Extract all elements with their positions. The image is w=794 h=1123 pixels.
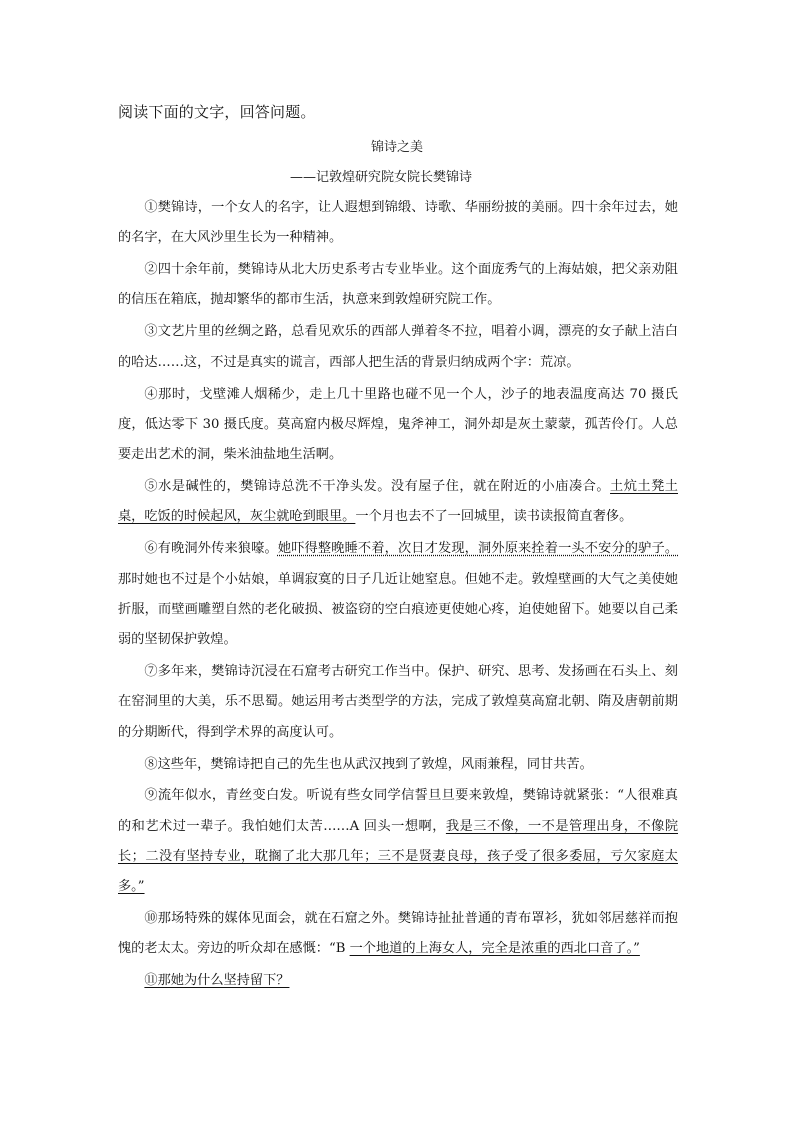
paragraph-6-text-end: 那时她也不过是个小姑娘，单调寂寞的日子几近让她窒息。但她不走。敦煌壁画的大气之美使她折服，而壁画雕塑自然的老化破损、被盗窃的空白痕迹更使她心疼，迫使她留下。她要以自己柔弱的坚韧保护敦煌。 [118,571,678,648]
paragraph-10-text: ⑩那场特殊的媒体见面会，就在石窟之外。樊锦诗扯扯普通的青布罩衫，犹如邻居慈祥而抱愧的老太太。旁边的听众却在感慨：“B [118,911,678,957]
paragraph-6-underlined: 她吓得整晚睡不着，次日才发现，洞外原来拴着一头不安分的驴子。 [277,541,679,557]
article-title: 锦诗之美 [370,140,423,155]
paragraph-4: ④那时，戈壁滩人烟稀少，走上几十里路也碰不见一个人，沙子的地表温度高达 70 摄氏度，低达零下 30 摄氏度。莫高窟内极尽辉煌，鬼斧神工，洞外却是灰土蒙蒙，孤苦伶仃。人总要走出艺术的洞，柴米油盐地生活啊。 [118,386,678,463]
paragraph-8: ⑧这些年，樊锦诗把自己的先生也从武汉拽到了敦煌，风雨兼程，同甘共苦。 [144,756,593,772]
paragraph-9 [118,781,678,902]
paragraph-6 [118,534,678,655]
article-body [118,193,678,998]
paragraph-2: ②四十余年前，樊锦诗从北大历史系考古专业毕业。这个面庞秀气的上海姑娘，把父亲劝阻的信压在箱底，抛却繁华的都市生活，执意来到敦煌研究院工作。 [118,262,678,308]
paragraph-5-text-end: 一个月也去不了一回城里，读书读报简直奢侈。 [355,509,633,525]
paragraph-9-text: ⑨流年似水，青丝变白发。听说有些女同学信誓旦旦要来敦煌，樊锦诗就紧张：“人很难真的和艺术过一辈子。我怕她们太苦……A 回头一想啊， [118,788,678,834]
paragraph-7: ⑦多年来，樊锦诗沉浸在石窟考古研究工作当中。保护、研究、思考、发扬画在石头上、刻在窑洞里的大美，乐不思蜀。她运用考古类型学的方法，完成了敦煌莫高窟北朝、隋及唐朝前期的分期断代，得到学术界的高度认可。 [118,664,678,740]
paragraph-10-underlined: 一个地道的上海女人，完全是浓重的西北口音了。” [349,941,640,957]
paragraph-10 [118,904,678,965]
question-intro: 阅读下面的文字，回答问题。 [118,103,316,121]
paragraph-5-text: ⑤水是碱性的，樊锦诗总洗不干净头发。没有屋子住，就在附近的小庙凑合。 [144,479,611,495]
paragraph-3: ③文艺片里的丝绸之路，总看见欢乐的西部人弹着冬不拉，唱着小调，漂亮的女子献上洁白的哈达……这，不过是真实的谎言，西部人把生活的背景归纳成两个字：荒凉。 [118,324,678,370]
article-subtitle: ——记敦煌研究院女院长樊锦诗 [290,170,473,185]
paragraph-5-underlined: 土炕土凳土桌，吃饭的时候起风，灰尘就呛到眼里。 [118,479,678,525]
paragraph-6-text: ⑥有晚洞外传来狼嚎。 [144,541,278,557]
paragraph-9-underlined: 我是三不像，一不是管理出身，不像院长；二没有坚持专业，耽搁了北大那几年；三不是贤妻良母，孩子受了很多委屈，亏欠家庭太多。” [118,818,679,895]
paragraph-11: ⑪那她为什么坚持留下？ [144,973,290,989]
paragraph-1: ①樊锦诗，一个女人的名字，让人遐想到锦缎、诗歌、华丽纷披的美丽。四十余年过去，她的名字，在大风沙里生长为一种精神。 [118,200,678,246]
paragraph-5 [118,472,678,533]
